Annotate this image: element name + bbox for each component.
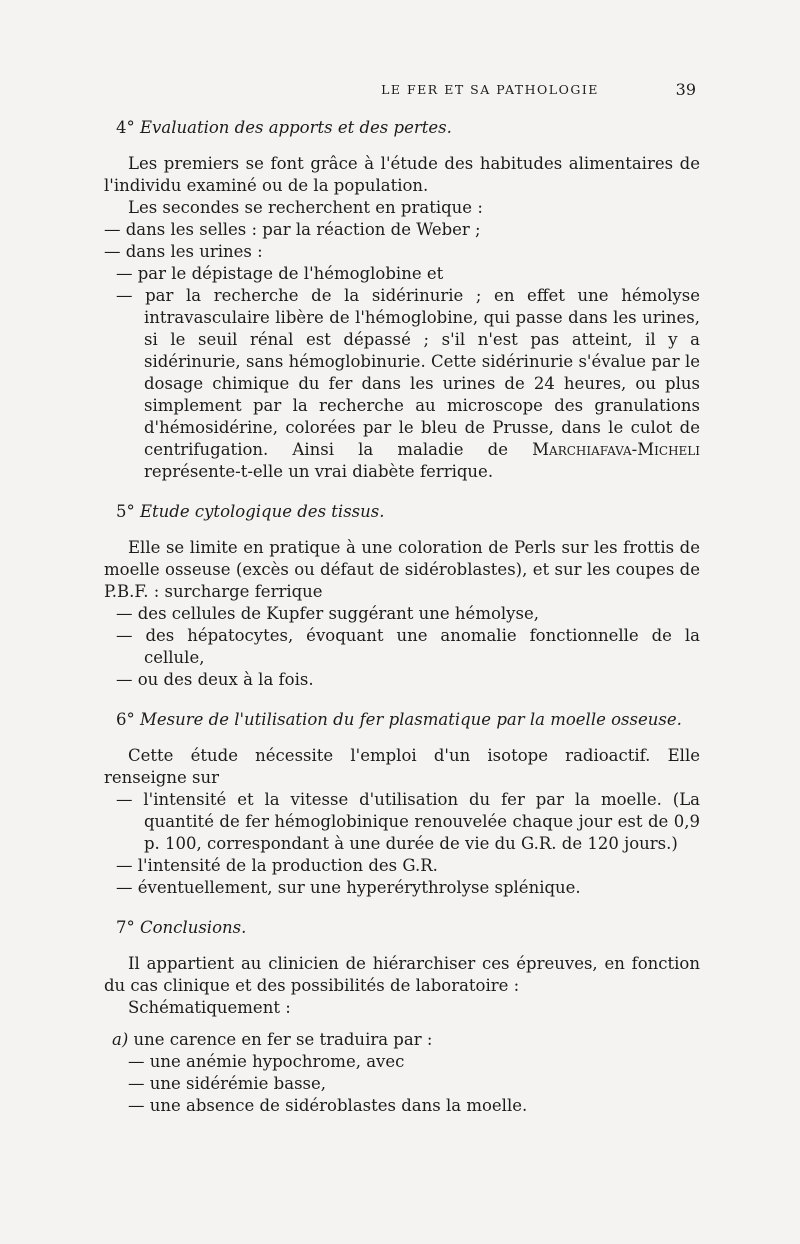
section-4-paragraph-2: Les secondes se recherchent en pratique : (128, 198, 483, 217)
section-5-number: 5° (116, 502, 135, 521)
section-6-number: 6° (116, 710, 135, 729)
section-7-number: 7° (116, 918, 135, 937)
section-5-title: Etude cytologique des tissus. (140, 502, 385, 521)
section-4-sub-dash-hemoglobine: — par le dépistage de l'hémoglobine et (116, 264, 444, 283)
section-4-title: Evaluation des apports et des pertes. (140, 118, 452, 137)
section-6-title: Mesure de l'utilisation du fer plasmatique par la moelle osseuse. (140, 710, 682, 729)
running-title: LE FER ET SA PATHOLOGIE (381, 82, 599, 97)
marchiafava-micheli-name: Marchiafava-Micheli (532, 440, 700, 459)
item-a-label: a) (112, 1030, 129, 1049)
siderinurie-text: — par la recherche de la sidérinurie ; en effet une hémolyse intravasculaire libère de l'hémoglobine, qui passe dans les urines, si le seuil rénal est dépassé ; s'il n'est pas atteint, il y a sidérinurie, sans hémoglobinurie. Cette sidérinurie s'évalue par le dosage chimique du fer dans les urines de 24 heures, ou plus simplement par la recherche au microscope des granulations d'hémosidérine, colorées par le bleu de Prusse, dans le culot de centrifugation. Ainsi la maladie de (116, 286, 700, 459)
section-7-dash-anemie: — une anémie hypochrome, avec (128, 1052, 405, 1071)
section-5-dash-both: — ou des deux à la fois. (116, 670, 314, 689)
section-6-dash-intensite-vitesse: — l'intensité et la vitesse d'utilisation du fer par la moelle. (La quantité de fer hémoglobinique renouvelée chaque jour est de 0,9 p. 100, correspondant à une durée de vie du G.R. de 120 jours.) (116, 790, 700, 853)
siderinurie-text-end: représente-t-elle un vrai diabète ferrique. (144, 462, 494, 481)
section-6-dash-hypererythrolyse: — éventuellement, sur une hyperérythrolyse splénique. (116, 878, 581, 897)
section-4-dash-selles: — dans les selles : par la réaction de Weber ; (104, 220, 481, 239)
section-4-dash-urines: — dans les urines : (104, 242, 263, 261)
section-5-dash-hepatocytes: — des hépatocytes, évoquant une anomalie fonctionnelle de la cellule, (116, 626, 700, 667)
section-7-paragraph-2: Schématiquement : (128, 998, 291, 1017)
section-7-paragraph-1: Il appartient au clinicien de hiérarchiser ces épreuves, en fonction du cas clinique et des possibilités de laboratoire : (104, 954, 700, 995)
section-7-title: Conclusions. (140, 918, 247, 937)
section-4-paragraph-1: Les premiers se font grâce à l'étude des habitudes alimentaires de l'individu examiné ou de la population. (104, 154, 700, 195)
section-6-paragraph-1: Cette étude nécessite l'emploi d'un isotope radioactif. Elle renseigne sur (104, 746, 700, 787)
item-a-text: une carence en fer se traduira par : (133, 1030, 433, 1049)
section-7-item-a (104, 1029, 700, 1051)
running-header (100, 82, 700, 97)
section-7-dash-sideremie: — une sidérémie basse, (128, 1074, 327, 1093)
section-5-paragraph-1: Elle se limite en pratique à une coloration de Perls sur les frottis de moelle osseuse (excès ou défaut de sidéroblastes), et sur les coupes de P.B.F. : surcharge ferrique (104, 538, 700, 601)
section-4-sub-dash-siderinurie (104, 285, 700, 483)
section-5-heading (104, 501, 700, 523)
section-6-heading (104, 709, 700, 731)
section-4-number: 4° (116, 118, 135, 137)
section-5-dash-kupfer: — des cellules de Kupfer suggérant une hémolyse, (116, 604, 539, 623)
section-7-dash-sideroblastes: — une absence de sidéroblastes dans la moelle. (128, 1096, 528, 1115)
section-4-heading (104, 117, 700, 139)
page-number: 39 (675, 80, 696, 99)
body-text (104, 113, 700, 1117)
section-6-dash-production: — l'intensité de la production des G.R. (116, 856, 438, 875)
section-7-heading (104, 917, 700, 939)
